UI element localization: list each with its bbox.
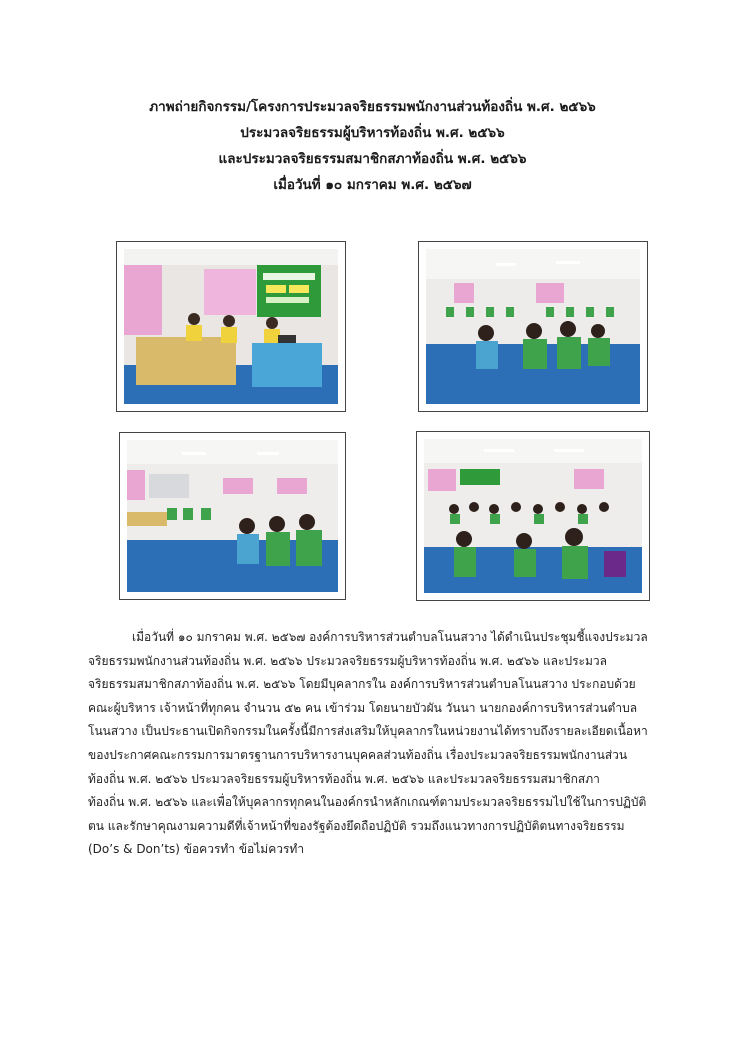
photo-audience-back	[416, 431, 650, 601]
photo-audience-side-image	[127, 440, 338, 592]
body-line: จริยธรรมสมาชิกสภาท้องถิ่น พ.ศ. ๒๕๖๖ โดยมีบุคลากรใน องค์การบริหารส่วนตำบลโนนสวาง ประกอบด้วย	[88, 677, 636, 692]
body-line: จริยธรรมพนักงานส่วนท้องถิ่น พ.ศ. ๒๕๖๖ ประมวลจริยธรรมผู้บริหารท้องถิ่น พ.ศ. ๒๕๖๖ และประมวล	[88, 653, 607, 668]
photo-audience-front	[418, 241, 648, 412]
title-line-1: ภาพถ่ายกิจกรรม/โครงการประมวลจริยธรรมพนักงานส่วนท้องถิ่น พ.ศ. ๒๕๖๖	[149, 99, 596, 115]
body-line: ท้องถิ่น พ.ศ. ๒๕๖๖ และเพื่อให้บุคลากรทุกคนในองค์กรนำหลักเกณฑ์ตามประมวลจริยธรรมไปใช้ในการปฏิบัติ	[88, 795, 647, 810]
title-line-4: เมื่อวันที่ ๑๐ มกราคม พ.ศ. ๒๕๖๗	[273, 177, 472, 193]
body-line: ท้องถิ่น พ.ศ. ๒๕๖๖ ประมวลจริยธรรมผู้บริหารท้องถิ่น พ.ศ. ๒๕๖๖ และประมวลจริยธรรมสมาชิกสภา	[88, 771, 600, 786]
photo-audience-side	[119, 432, 346, 600]
body-line: คณะผู้บริหาร เจ้าหน้าที่ทุกคน จำนวน ๕๒ คน เข้าร่วม โดยนายบัวผัน วันนา นายกองค์การบริหารส่วนตำบล	[88, 700, 638, 715]
title-line-3: และประมวลจริยธรรมสมาชิกสภาท้องถิ่น พ.ศ. ๒๕๖๖	[218, 151, 527, 167]
body-line: ของประกาศคณะกรรมการมาตรฐานการบริหารงานบุคคลส่วนท้องถิ่น เรื่องประมวลจริยธรรมพนักงานส่วน	[88, 747, 628, 762]
body-paragraph	[88, 626, 668, 862]
body-line: (Do’s & Don’ts) ข้อควรทำ ข้อไม่ควรทำ	[88, 842, 305, 857]
photo-head-table	[116, 241, 346, 412]
body-line: ตน และรักษาคุณงามความดีที่เจ้าหน้าที่ของรัฐต้องยึดถือปฏิบัติ รวมถึงแนวทางการปฏิบัติตนทางจริยธรรม	[88, 818, 625, 833]
document-title-block	[0, 94, 745, 198]
body-line: โนนสวาง เป็นประธานเปิดกิจกรรมในครั้งนี้มีการส่งเสริมให้บุคลากรในหน่วยงานได้ทราบถึงรายละเอียดเนื้อหา	[88, 724, 648, 739]
body-line: เมื่อวันที่ ๑๐ มกราคม พ.ศ. ๒๕๖๗ องค์การบริหารส่วนตำบลโนนสวาง ได้ดำเนินประชุมชี้แจงประมวล	[132, 630, 648, 644]
photo-audience-back-image	[424, 439, 642, 593]
title-line-2: ประมวลจริยธรรมผู้บริหารท้องถิ่น พ.ศ. ๒๕๖๖	[240, 125, 505, 141]
photo-head-table-image	[124, 249, 338, 404]
photo-audience-front-image	[426, 249, 640, 404]
